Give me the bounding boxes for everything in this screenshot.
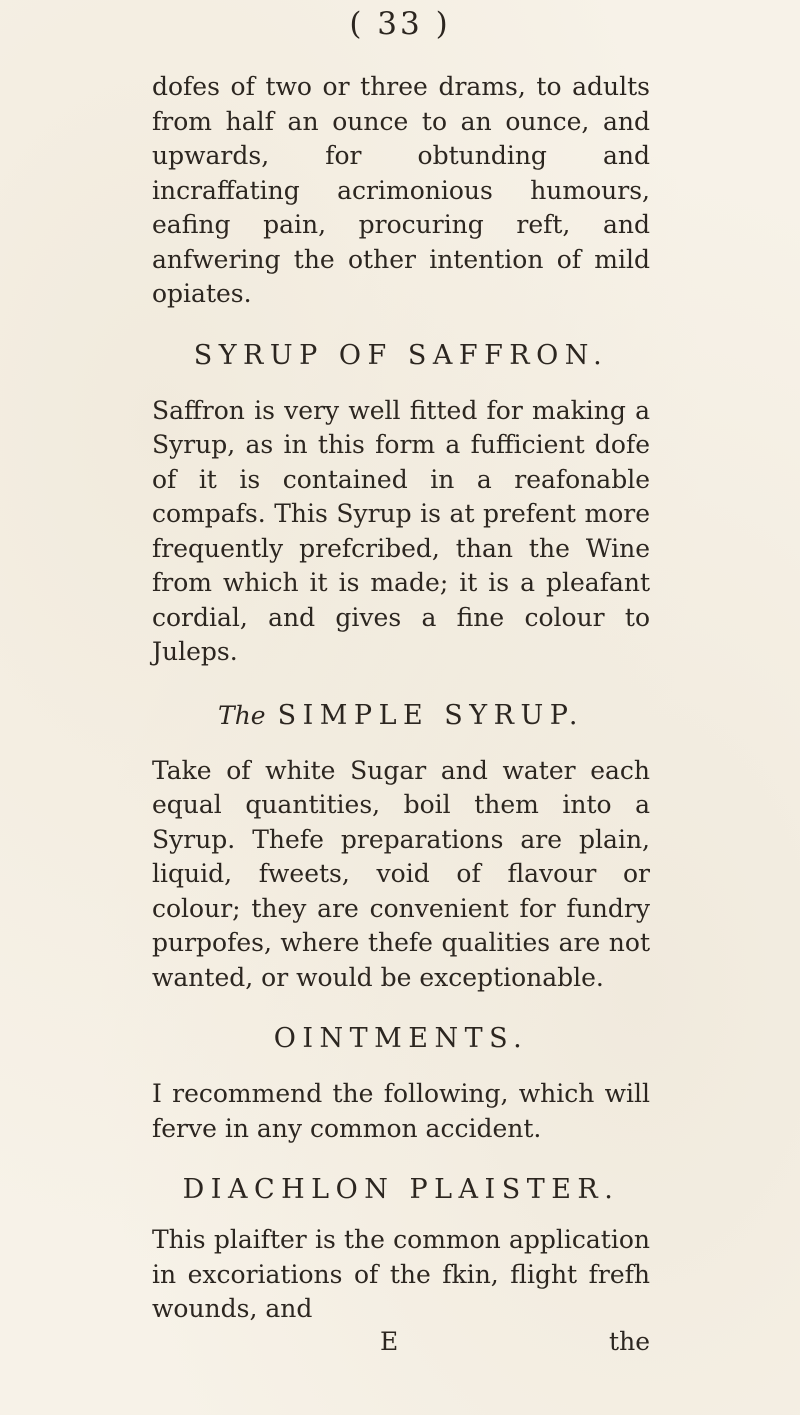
heading-diachlon-plaister: DIACHLON PLAISTER.: [182, 1174, 620, 1205]
heading-simple-syrup-text: SIMPLE SYRUP.: [277, 699, 584, 731]
paragraph-simple-syrup: Take of white Sugar and water each equal quantities, boil them into a Syrup. Thefe preparations are plain, liquid, fweets, void of flavour or colour; they are convenient for fundry purpofes, where thefe qualities are not wanted, or would be exceptionable.: [152, 755, 650, 992]
signature-mark: E: [380, 1326, 399, 1356]
heading-ointments: OINTMENTS.: [273, 1023, 529, 1054]
paragraph-diachlon: This plaifter is the common application in excoriations of the fkin, flight frefh wounds, and: [152, 1225, 650, 1323]
catchword: the: [609, 1326, 650, 1356]
catchline: [152, 1327, 650, 1361]
page-number: ( 33 ): [349, 6, 451, 42]
paragraph-saffron: Saffron is very well fitted for making a Syrup, as in this form a fufficient dofe of it is contained in a reafonable compafs. This Syrup is at prefent more frequently prefcribed, than the Wine from which it is made; it is a pleafant cordial, and gives a fine colour to Juleps.: [152, 395, 650, 666]
paragraph-ointments: I recommend the following, which will ferve in any common accident.: [152, 1079, 650, 1143]
heading-syrup-of-saffron: SYRUP OF SAFFRON.: [193, 339, 609, 371]
text-column: [152, 70, 650, 1361]
heading-simple-syrup: [152, 700, 650, 731]
heading-the: The: [218, 700, 266, 730]
paragraph-opiates: dofes of two or three drams, to adults from half an ounce to an ounce, and upwards, for obtunding and incraffating acrimonious humours, eafing pain, procuring reft, and anfwering the other intention of mild opiates.: [152, 72, 650, 308]
